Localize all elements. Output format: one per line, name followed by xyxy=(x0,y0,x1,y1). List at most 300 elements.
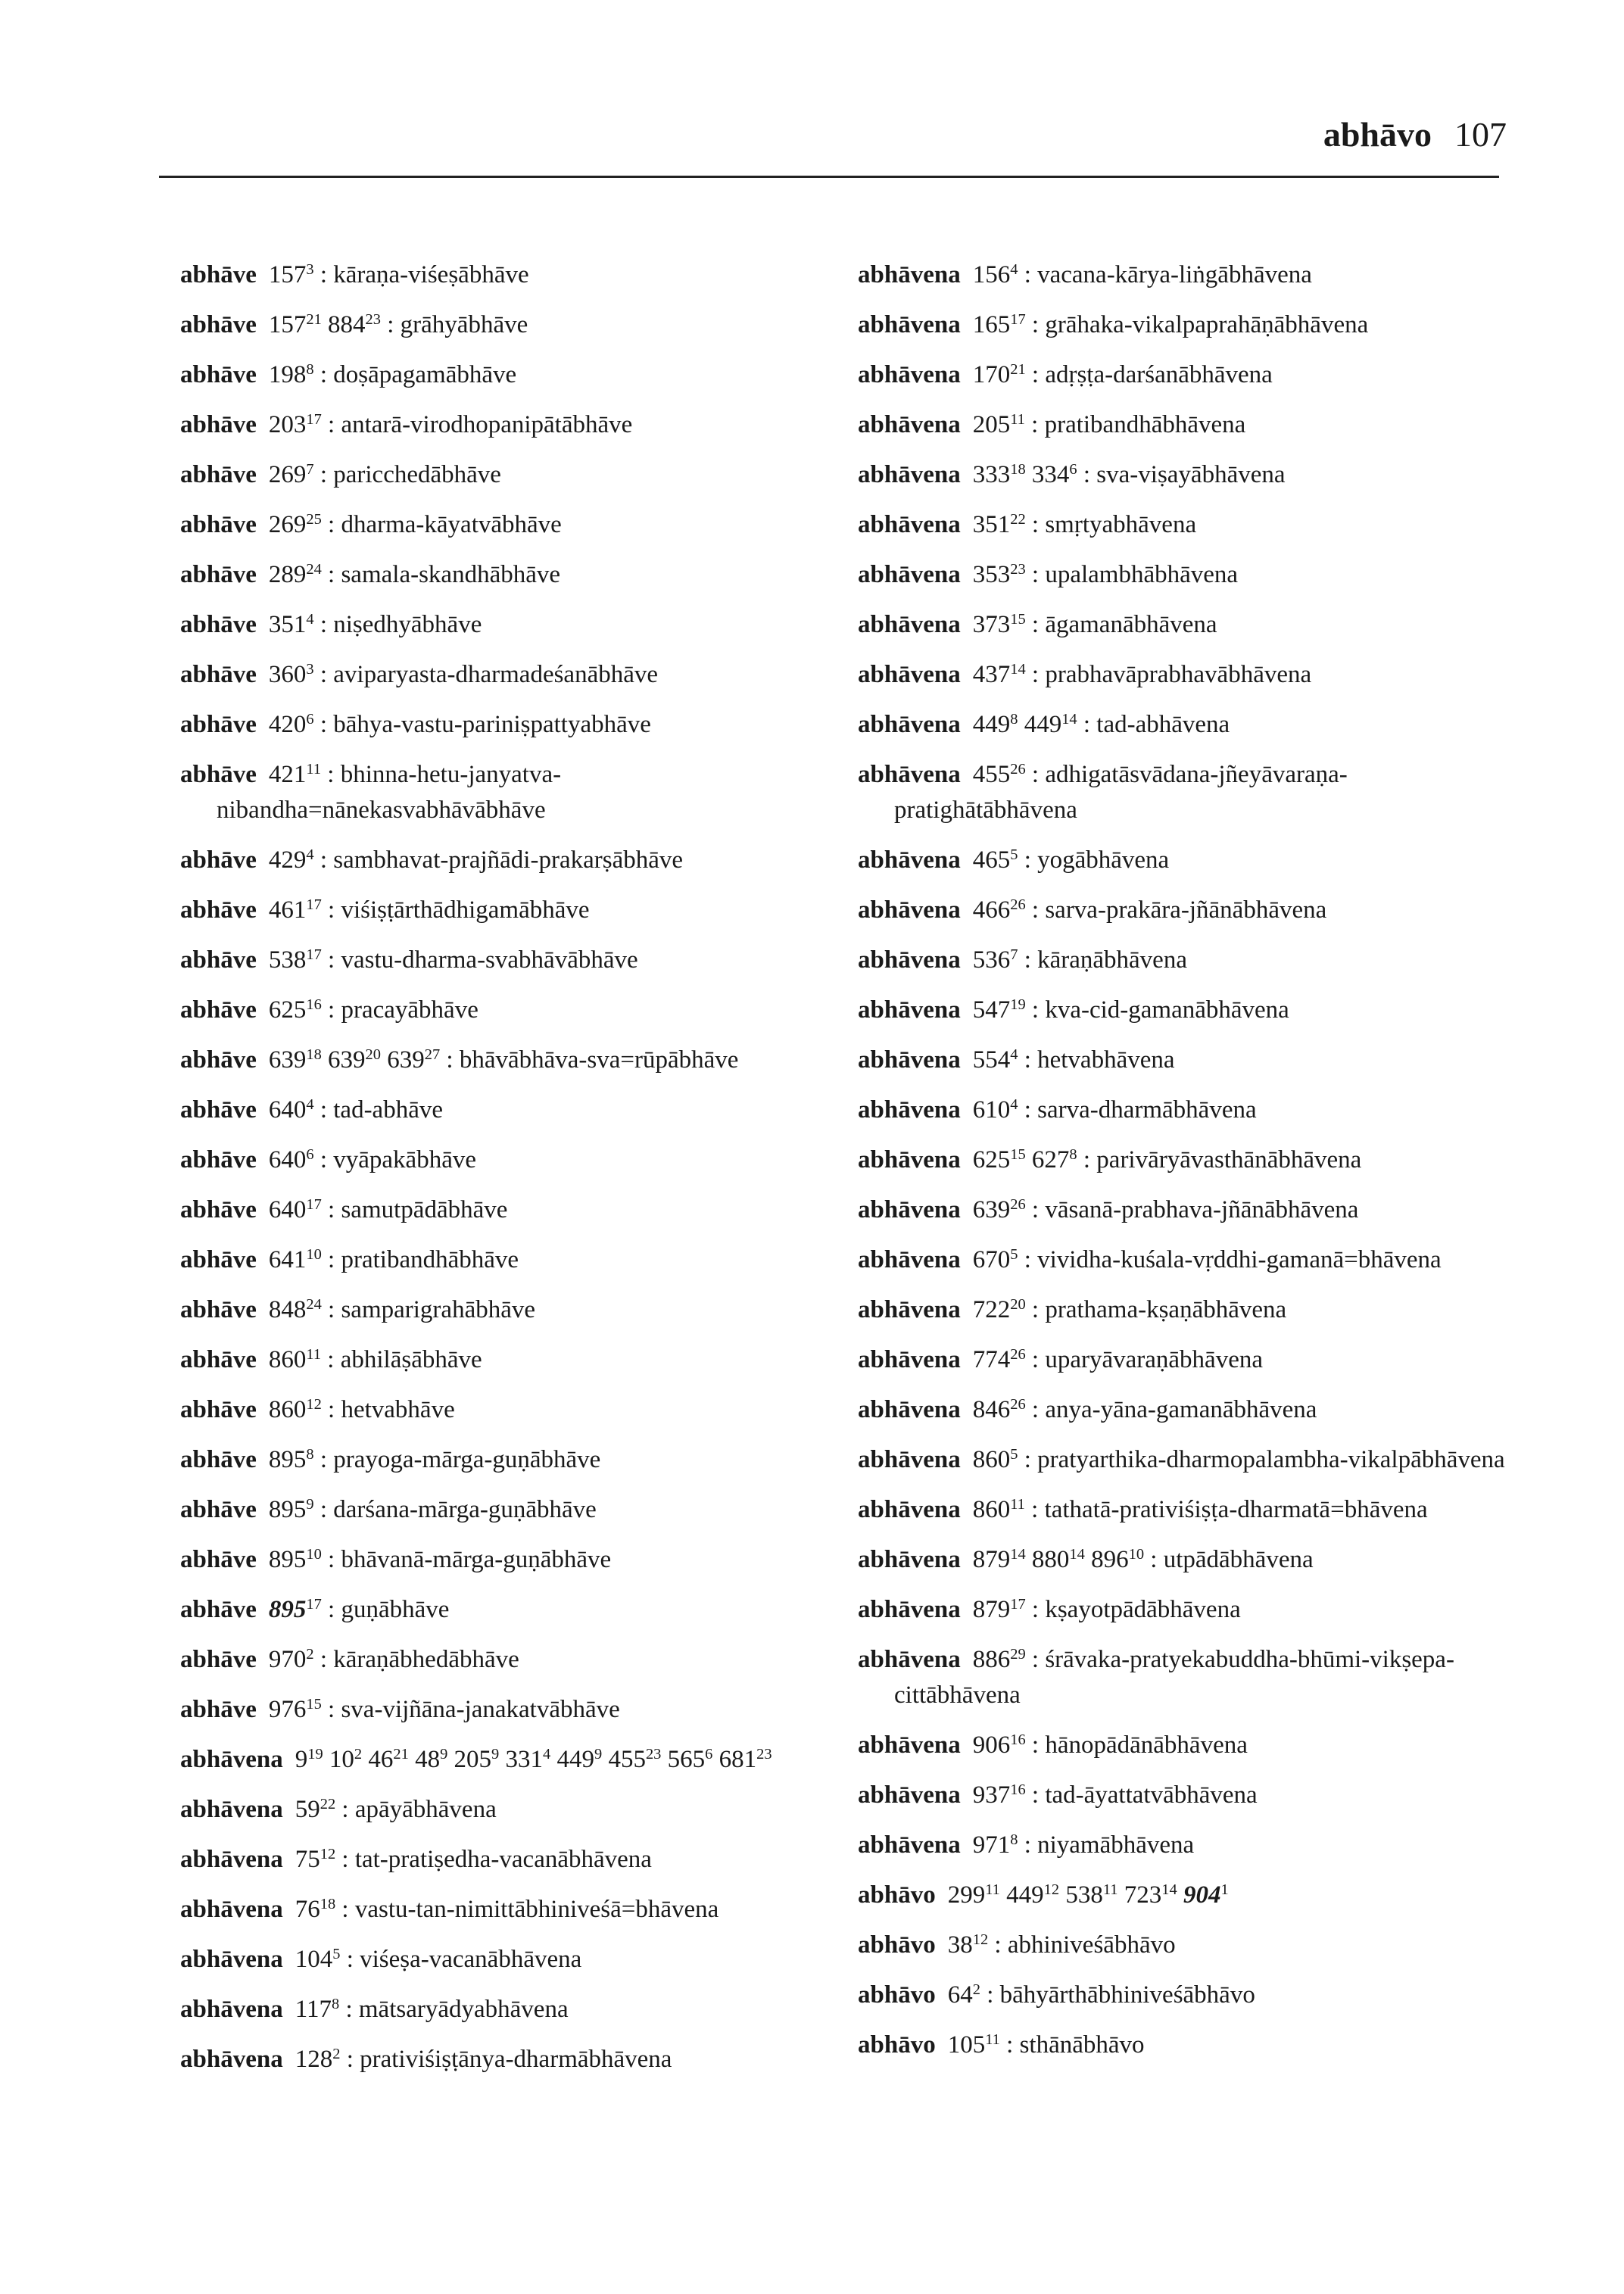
entry-compound: vyāpakābhāve xyxy=(333,1146,476,1173)
index-entry: abhāve $640^6$ : vyāpakābhāve xyxy=(180,1145,476,1173)
page-number-ref: 333 xyxy=(972,461,1011,488)
entry-headword: abhāvena xyxy=(858,1146,961,1173)
page-number-ref: 641 xyxy=(268,1246,307,1273)
line-number-ref: 4 xyxy=(306,1096,314,1113)
page-number-ref: 156 xyxy=(972,261,1011,288)
page-reference xyxy=(328,311,381,338)
line-number-ref: 9 xyxy=(306,1495,314,1513)
entry-compound: prabhavāprabhavābhāvena xyxy=(1045,661,1312,688)
page-number-ref: 455 xyxy=(972,761,1011,788)
page-number-ref: 299 xyxy=(947,1881,986,1909)
entry-references xyxy=(269,611,314,638)
page-number-ref: 640 xyxy=(268,1196,307,1223)
page-number-ref: 610 xyxy=(972,1096,1011,1124)
page-number-ref: 879 xyxy=(972,1546,1011,1573)
entry-headword: abhāvena xyxy=(858,661,961,688)
entry-compound: bhinna-hetu-janyatva-nibandha=nānekasvabhāvābhāve xyxy=(217,761,562,824)
index-entry: abhāvena $625^{15}$ $627^8$ : parivāryāvasthānābhāvena xyxy=(858,1145,1362,1173)
index-entry: abhāve $860^{11}$ : abhilāṣābhāve xyxy=(180,1345,482,1373)
index-entry: abhāvena $156^4$ : vacana-kārya-liṅgābhāvena xyxy=(858,260,1312,288)
entry-compound: grāhyābhāve xyxy=(400,311,528,338)
entry-compound: vacana-kārya-liṅgābhāvena xyxy=(1037,261,1312,288)
line-number-ref: 10 xyxy=(306,1545,322,1563)
page-number-ref: 128 xyxy=(295,2046,333,2073)
page-reference xyxy=(973,311,1026,338)
index-entry: abhāvena $670^5$ : vividha-kuśala-vṛddhi-gamanā=bhāvena xyxy=(858,1245,1442,1273)
index-entry: abhāvena $128^2$ : prativiśiṣṭānya-dharmābhāvena xyxy=(180,2045,672,2073)
index-entry: abhāve $429^4$ : sambhavat-prajñādi-prakarṣābhāve xyxy=(180,846,684,874)
entry-compound: bāhyārthābhiniveśābhāvo xyxy=(999,1981,1255,2009)
entry-headword: abhāvena xyxy=(858,1781,961,1809)
line-number-ref: 24 xyxy=(306,560,322,578)
page-number-ref: 536 xyxy=(972,946,1011,974)
line-number-ref: 5 xyxy=(1010,1245,1018,1263)
page-reference xyxy=(269,361,314,388)
entry-references xyxy=(948,2031,1000,2059)
index-entry xyxy=(180,1742,846,1778)
page-reference xyxy=(973,1596,1026,1623)
entry-references xyxy=(269,261,314,288)
line-number-ref: 6 xyxy=(306,710,314,728)
line-number-ref: 19 xyxy=(307,1745,323,1763)
line-number-ref: 2 xyxy=(332,2045,341,2062)
index-entry: abhāvo $105^{11}$ : sthānābhāvo xyxy=(858,2031,1145,2059)
entry-references xyxy=(269,1296,322,1323)
page-number-ref: 466 xyxy=(972,896,1011,924)
entry-headword: abhāve xyxy=(180,1596,257,1623)
index-entry: abhāve $895^9$ : darśana-mārga-guṇābhāve xyxy=(180,1495,597,1523)
line-number-ref: 3 xyxy=(306,660,314,678)
entry-headword: abhāvena xyxy=(858,561,961,588)
page-reference xyxy=(269,411,322,438)
index-entry: abhāvena $536^7$ : kāraṇābhāvena xyxy=(858,946,1187,974)
entry-compound: sthānābhāvo xyxy=(1019,2031,1145,2059)
entry-references xyxy=(269,896,322,924)
page-reference xyxy=(269,896,322,924)
index-entry: abhāve $976^{15}$ : sva-vijñāna-janakatvābhāve xyxy=(180,1695,620,1723)
page-number-ref: 971 xyxy=(972,1831,1011,1859)
page-reference xyxy=(973,1296,1026,1323)
index-entry: abhāvena $971^8$ : niyamābhāvena xyxy=(858,1831,1195,1859)
line-number-ref: 26 xyxy=(1010,1395,1026,1413)
entry-headword: abhāve xyxy=(180,1046,257,1074)
entry-references xyxy=(269,1546,322,1573)
entry-references xyxy=(973,1496,1025,1523)
page-reference xyxy=(973,1646,1026,1673)
page-number-ref: 76 xyxy=(295,1896,320,1923)
entry-references xyxy=(973,1596,1026,1623)
page-number-ref: 554 xyxy=(972,1046,1011,1074)
line-number-ref: 17 xyxy=(1010,1595,1026,1613)
entry-references xyxy=(973,1831,1018,1859)
line-number-ref: 24 xyxy=(306,1295,322,1313)
line-number-ref: 4 xyxy=(306,610,314,628)
index-entry: abhāve $639^{18}$ $639^{20}$ $639^{27}$ : bhāvābhāva-sva=rūpābhāve xyxy=(180,1046,739,1074)
index-entry: abhāve $157^{21}$ $884^{23}$ : grāhyābhāve xyxy=(180,310,528,338)
page-reference xyxy=(269,1446,314,1473)
entry-headword: abhāvo xyxy=(858,1981,936,2009)
index-entry: abhāve $860^{12}$ : hetvabhāve xyxy=(180,1395,455,1423)
page-number-ref: 157 xyxy=(268,261,307,288)
index-entry: abhāvena $722^{20}$ : prathama-kṣaṇābhāvena xyxy=(858,1295,1287,1323)
entry-compound: dharma-kāyatvābhāve xyxy=(341,511,562,538)
entry-headword: abhāve xyxy=(180,1446,257,1473)
line-number-ref: 7 xyxy=(1010,946,1018,963)
entry-headword: abhāvena xyxy=(858,896,961,924)
line-number-ref: 21 xyxy=(306,310,322,328)
page-reference xyxy=(269,1646,314,1673)
entry-headword: abhāvena xyxy=(858,311,961,338)
entry-compound: bhāvanā-mārga-guṇābhāve xyxy=(341,1546,612,1573)
entry-compound: āgamanābhāvena xyxy=(1045,611,1217,638)
page-reference xyxy=(269,1046,322,1074)
page-reference xyxy=(1032,1146,1077,1173)
entry-headword: abhāvena xyxy=(858,511,961,538)
index-entry: abhāve $157^3$ : kāraṇa-viśeṣābhāve xyxy=(180,260,529,288)
line-number-ref: 9 xyxy=(440,1745,448,1763)
entry-headword: abhāvena xyxy=(858,261,961,288)
line-number-ref: 18 xyxy=(306,1046,322,1063)
entry-compound: pratyarthika-dharmopalambha-vikalpābhāvena xyxy=(1037,1446,1505,1473)
page-reference xyxy=(973,461,1026,488)
entry-headword: abhāvena xyxy=(858,1096,961,1124)
index-entry: abhāvo $38^{12}$ : abhiniveśābhāvo xyxy=(858,1931,1176,1959)
entry-references xyxy=(973,1046,1018,1074)
page-number-ref: 970 xyxy=(268,1646,307,1673)
page-number-ref: 538 xyxy=(1065,1881,1103,1909)
entry-headword: abhāvena xyxy=(858,1046,961,1074)
page-reference xyxy=(948,1881,1000,1909)
page-reference xyxy=(295,1996,340,2023)
entry-compound: vāsanā-prabhava-jñānābhāvena xyxy=(1045,1196,1359,1223)
entry-references xyxy=(973,1446,1018,1473)
entry-references xyxy=(269,1496,314,1523)
entry-references xyxy=(295,1796,335,1823)
page-number-ref: 722 xyxy=(972,1296,1011,1323)
entry-headword: abhāve xyxy=(180,1296,257,1323)
header-rule xyxy=(159,176,1499,178)
index-entry: abhāvena $554^4$ : hetvabhāvena xyxy=(858,1046,1175,1074)
entry-compound: sarva-dharmābhāvena xyxy=(1037,1096,1257,1124)
page-number-ref: 48 xyxy=(415,1746,441,1773)
line-number-ref: 26 xyxy=(1010,896,1026,913)
page-number-ref: 723 xyxy=(1124,1881,1162,1909)
entry-compound: doṣāpagamābhāve xyxy=(333,361,517,388)
page-reference xyxy=(295,1946,341,1973)
entry-compound: aviparyasta-dharmadeśanābhāve xyxy=(333,661,659,688)
page-reference xyxy=(973,611,1026,638)
entry-compound: hetvabhāve xyxy=(341,1396,455,1423)
entry-references xyxy=(948,1981,980,2009)
line-number-ref: 23 xyxy=(1010,560,1026,578)
entry-references xyxy=(269,1346,321,1373)
entry-headword: abhāvena xyxy=(180,1946,283,1973)
index-entry: abhāvo $64^2$ : bāhyārthābhiniveśābhāvo xyxy=(858,1981,1255,2009)
page-number-ref: 165 xyxy=(972,311,1011,338)
page-number-ref: 437 xyxy=(972,661,1011,688)
line-number-ref: 5 xyxy=(1010,846,1018,863)
page-reference xyxy=(269,1496,314,1523)
index-entry: abhāvena $170^{21}$ : adṛṣṭa-darśanābhāvena xyxy=(858,360,1273,388)
entry-references xyxy=(973,461,1077,488)
entry-compound: kva-cid-gamanābhāvena xyxy=(1045,996,1289,1024)
entry-compound: adhigatāsvādana-jñeyāvaraṇa-pratighātābhāvena xyxy=(894,761,1348,824)
entry-references xyxy=(973,611,1026,638)
page-reference xyxy=(506,1746,551,1773)
line-number-ref: 17 xyxy=(306,1595,322,1613)
entry-references xyxy=(269,1196,322,1223)
entry-compound: sambhavat-prajñādi-prakarṣābhāve xyxy=(333,846,684,874)
entry-compound: prayoga-mārga-guṇābhāve xyxy=(333,1446,601,1473)
line-number-ref: 17 xyxy=(306,1195,322,1213)
index-entry: abhāve $198^8$ : doṣāpagamābhāve xyxy=(180,360,517,388)
page-number-ref: 895 xyxy=(268,1546,307,1573)
entry-compound: prativiśiṣṭānya-dharmābhāvena xyxy=(360,2046,672,2073)
page-reference xyxy=(973,1446,1018,1473)
page-number-ref: 117 xyxy=(295,1996,332,2023)
line-number-ref: 10 xyxy=(306,1245,322,1263)
entry-references xyxy=(973,261,1018,288)
page-reference xyxy=(973,661,1026,688)
entry-headword: abhāve xyxy=(180,561,257,588)
page-reference xyxy=(269,1146,314,1173)
index-entry: abhāvena $351^{22}$ : smṛtyabhāvena xyxy=(858,510,1197,538)
page-reference xyxy=(269,461,314,488)
page-reference xyxy=(973,846,1018,874)
entry-headword: abhāvena xyxy=(858,996,961,1024)
page-number-ref: 681 xyxy=(718,1746,757,1773)
page-number-ref: 429 xyxy=(268,846,307,874)
index-entry: abhāvena $906^{16}$ : hānopādānābhāvena xyxy=(858,1731,1248,1759)
entry-compound: tad-abhāvena xyxy=(1096,711,1230,738)
entry-headword: abhāvena xyxy=(858,1196,961,1223)
entry-headword: abhāvena xyxy=(858,361,961,388)
entry-compound: samparigrahābhāve xyxy=(341,1296,536,1323)
page-number-ref: 157 xyxy=(268,311,307,338)
entry-compound: prathama-kṣaṇābhāvena xyxy=(1045,1296,1287,1323)
entry-references xyxy=(973,311,1026,338)
line-number-ref: 15 xyxy=(1010,610,1026,628)
entry-references xyxy=(973,561,1026,588)
index-entry: abhāvena $610^4$ : sarva-dharmābhāvena xyxy=(858,1096,1257,1124)
page-reference xyxy=(973,1196,1026,1223)
page-number-ref: 848 xyxy=(268,1296,307,1323)
entry-headword: abhāvena xyxy=(858,761,961,788)
entry-compound: sva-viṣayābhāvena xyxy=(1096,461,1286,488)
index-entry: abhāve $203^{17}$ : antarā-virodhopanipātābhāve xyxy=(180,410,633,438)
entry-headword: abhāve xyxy=(180,1196,257,1223)
entry-headword: abhāvena xyxy=(180,1996,283,2023)
line-number-ref: 11 xyxy=(1102,1881,1118,1898)
entry-references xyxy=(973,896,1026,924)
index-entry: abhāve $269^{25}$ : dharma-kāyatvābhāve xyxy=(180,510,562,538)
line-number-ref: 20 xyxy=(365,1046,381,1063)
entry-compound: niṣedhyābhāve xyxy=(333,611,482,638)
entry-compound: vastu-dharma-svabhāvābhāve xyxy=(341,946,638,974)
line-number-ref: 23 xyxy=(365,310,381,328)
page-reference xyxy=(1065,1881,1117,1909)
page-number-ref: 59 xyxy=(295,1796,320,1823)
page-number-ref: 203 xyxy=(268,411,307,438)
line-number-ref: 2 xyxy=(354,1745,363,1763)
entry-references xyxy=(973,761,1026,788)
line-number-ref: 12 xyxy=(320,1845,336,1862)
entry-references xyxy=(948,1881,1229,1909)
entry-compound: viśeṣa-vacanābhāvena xyxy=(360,1946,582,1973)
entry-headword: abhāve xyxy=(180,896,257,924)
line-number-ref: 16 xyxy=(1010,1781,1026,1798)
page-number-ref: 639 xyxy=(328,1046,366,1074)
page-number-ref: 205 xyxy=(972,411,1011,438)
page-number-ref: 331 xyxy=(505,1746,543,1773)
line-number-ref: 8 xyxy=(306,360,314,378)
page-reference xyxy=(269,311,322,338)
page-number-ref: 360 xyxy=(268,661,307,688)
index-entry xyxy=(858,1878,1516,1913)
page-reference xyxy=(948,1981,980,2009)
entry-compound: adṛṣṭa-darśanābhāvena xyxy=(1045,361,1273,388)
line-number-ref: 7 xyxy=(306,460,314,478)
line-number-ref: 14 xyxy=(1069,1545,1085,1563)
entry-compound: parivāryāvasthānābhāvena xyxy=(1096,1146,1362,1173)
line-number-ref: 18 xyxy=(1010,460,1026,478)
index-entry: abhāvena $76^{18}$ : vastu-tan-nimittābhiniveśā=bhāvena xyxy=(180,1895,719,1923)
entry-compound: darśana-mārga-guṇābhāve xyxy=(333,1496,597,1523)
page-reference xyxy=(295,1896,335,1923)
entry-compound: anya-yāna-gamanābhāvena xyxy=(1045,1396,1317,1423)
page-number-ref: 670 xyxy=(972,1246,1011,1273)
line-number-ref: 17 xyxy=(306,410,322,428)
page-reference xyxy=(973,1731,1026,1759)
index-entry: abhāvena $937^{16}$ : tad-āyattatvābhāvena xyxy=(858,1781,1258,1809)
page-number-ref: 860 xyxy=(268,1396,307,1423)
entry-headword: abhāvena xyxy=(180,1796,283,1823)
page-number-ref: 10 xyxy=(329,1746,354,1773)
line-number-ref: 1 xyxy=(1220,1881,1229,1898)
line-number-ref: 6 xyxy=(306,1145,314,1163)
entry-compound: vividha-kuśala-vṛddhi-gamanā=bhāvena xyxy=(1037,1246,1442,1273)
entry-references xyxy=(973,996,1026,1024)
page-number-ref: 105 xyxy=(947,2031,986,2059)
page-number-ref: 269 xyxy=(268,461,307,488)
line-number-ref: 8 xyxy=(1069,1145,1077,1163)
entry-headword: abhāve xyxy=(180,1146,257,1173)
index-entry: abhāvena $117^8$ : mātsaryādyabhāvena xyxy=(180,1995,569,2023)
index-entry: abhāvena $466^{26}$ : sarva-prakāra-jñānābhāvena xyxy=(858,896,1327,924)
entry-headword: abhāve xyxy=(180,361,257,388)
index-entry: abhāve $640^4$ : tad-abhāve xyxy=(180,1096,443,1124)
index-entry: abhāve $895^{10}$ : bhāvanā-mārga-guṇābhāve xyxy=(180,1545,612,1573)
page-reference xyxy=(269,1696,322,1723)
entry-references xyxy=(973,711,1077,738)
page-reference xyxy=(269,1196,322,1223)
entry-headword: abhāvena xyxy=(180,1746,283,1773)
entry-references xyxy=(973,1196,1026,1223)
line-number-ref: 20 xyxy=(1010,1295,1026,1313)
entry-compound: hānopādānābhāvena xyxy=(1045,1731,1248,1759)
index-entry: abhāve $421^{11}$ : bhinna-hetu-janyatva-nibandha=nānekasvabhāvābhāve xyxy=(180,760,562,824)
entry-compound: kāraṇābhedābhāve xyxy=(333,1646,519,1673)
entry-headword: abhāve xyxy=(180,996,257,1024)
entry-compound: bhāvābhāva-sva=rūpābhāve xyxy=(459,1046,739,1074)
index-entry: abhāve $538^{17}$ : vastu-dharma-svabhāvābhāve xyxy=(180,946,638,974)
entry-headword: abhāve xyxy=(180,711,257,738)
entry-references xyxy=(269,946,322,974)
entry-headword: abhāvena xyxy=(858,461,961,488)
index-entry: abhāve $351^4$ : niṣedhyābhāve xyxy=(180,610,482,638)
line-number-ref: 25 xyxy=(306,510,322,528)
line-number-ref: 6 xyxy=(705,1745,713,1763)
entry-references xyxy=(973,1346,1026,1373)
entry-references xyxy=(269,361,314,388)
page-number-ref: 860 xyxy=(972,1496,1011,1523)
entry-headword: abhāvena xyxy=(858,946,961,974)
page-reference xyxy=(973,1246,1018,1273)
line-number-ref: 17 xyxy=(306,896,322,913)
entry-references xyxy=(269,511,322,538)
page-reference xyxy=(269,1296,322,1323)
line-number-ref: 12 xyxy=(1043,1881,1060,1898)
index-entry: abhāvena $353^{23}$ : upalambhābhāvena xyxy=(858,560,1239,588)
index-entry: abhāvena $886^{29}$ : śrāvaka-pratyekabuddha-bhūmi-vikṣepa-cittābhāvena xyxy=(858,1645,1454,1709)
page-number-ref: 565 xyxy=(667,1746,706,1773)
entry-headword: abhāvena xyxy=(858,1396,961,1423)
entry-references xyxy=(295,2046,341,2073)
index-entry: abhāve $848^{24}$ : samparigrahābhāve xyxy=(180,1295,536,1323)
line-number-ref: 14 xyxy=(1161,1881,1177,1898)
entry-references xyxy=(269,1696,322,1723)
line-number-ref: 6 xyxy=(1069,460,1077,478)
entry-compound: vastu-tan-nimittābhiniveśā=bhāvena xyxy=(354,1896,719,1923)
line-number-ref: 21 xyxy=(1010,360,1026,378)
line-number-ref: 9 xyxy=(491,1745,500,1763)
line-number-ref: 15 xyxy=(1010,1145,1026,1163)
page-number-ref: 640 xyxy=(268,1146,307,1173)
line-number-ref: 2 xyxy=(306,1645,314,1663)
page-number-ref: 860 xyxy=(972,1446,1011,1473)
line-number-ref: 8 xyxy=(306,1445,314,1463)
entry-compound: pratibandhābhāve xyxy=(341,1246,519,1273)
entry-references xyxy=(269,1596,322,1623)
entry-references xyxy=(973,411,1025,438)
entry-references xyxy=(973,1546,1144,1573)
page-reference xyxy=(269,611,314,638)
page-reference xyxy=(295,2046,341,2073)
line-number-ref: 5 xyxy=(332,1945,341,1962)
page-number-ref: 639 xyxy=(387,1046,425,1074)
page-reference xyxy=(368,1746,408,1773)
line-number-ref: 15 xyxy=(306,1695,322,1713)
line-number-ref: 27 xyxy=(424,1046,441,1063)
entry-compound: paricchedābhāve xyxy=(333,461,501,488)
page-reference xyxy=(269,1246,322,1273)
running-header xyxy=(757,114,1507,156)
entry-references xyxy=(973,661,1026,688)
line-number-ref: 4 xyxy=(1010,1046,1018,1063)
page-number-ref: 896 xyxy=(1091,1546,1129,1573)
running-headword: abhāvo xyxy=(1323,115,1432,154)
page-reference xyxy=(295,1746,323,1773)
page-reference xyxy=(973,761,1026,788)
entry-compound: niyamābhāvena xyxy=(1037,1831,1195,1859)
entry-compound: abhiniveśābhāvo xyxy=(1007,1931,1176,1959)
entry-compound: viśiṣṭārthādhigamābhāve xyxy=(341,896,590,924)
line-number-ref: 4 xyxy=(1010,1096,1018,1113)
entry-references xyxy=(269,1096,314,1124)
index-entry: abhāve $895^8$ : prayoga-mārga-guṇābhāve xyxy=(180,1445,601,1473)
entry-references xyxy=(269,1246,322,1273)
line-number-ref: 16 xyxy=(1010,1731,1026,1748)
